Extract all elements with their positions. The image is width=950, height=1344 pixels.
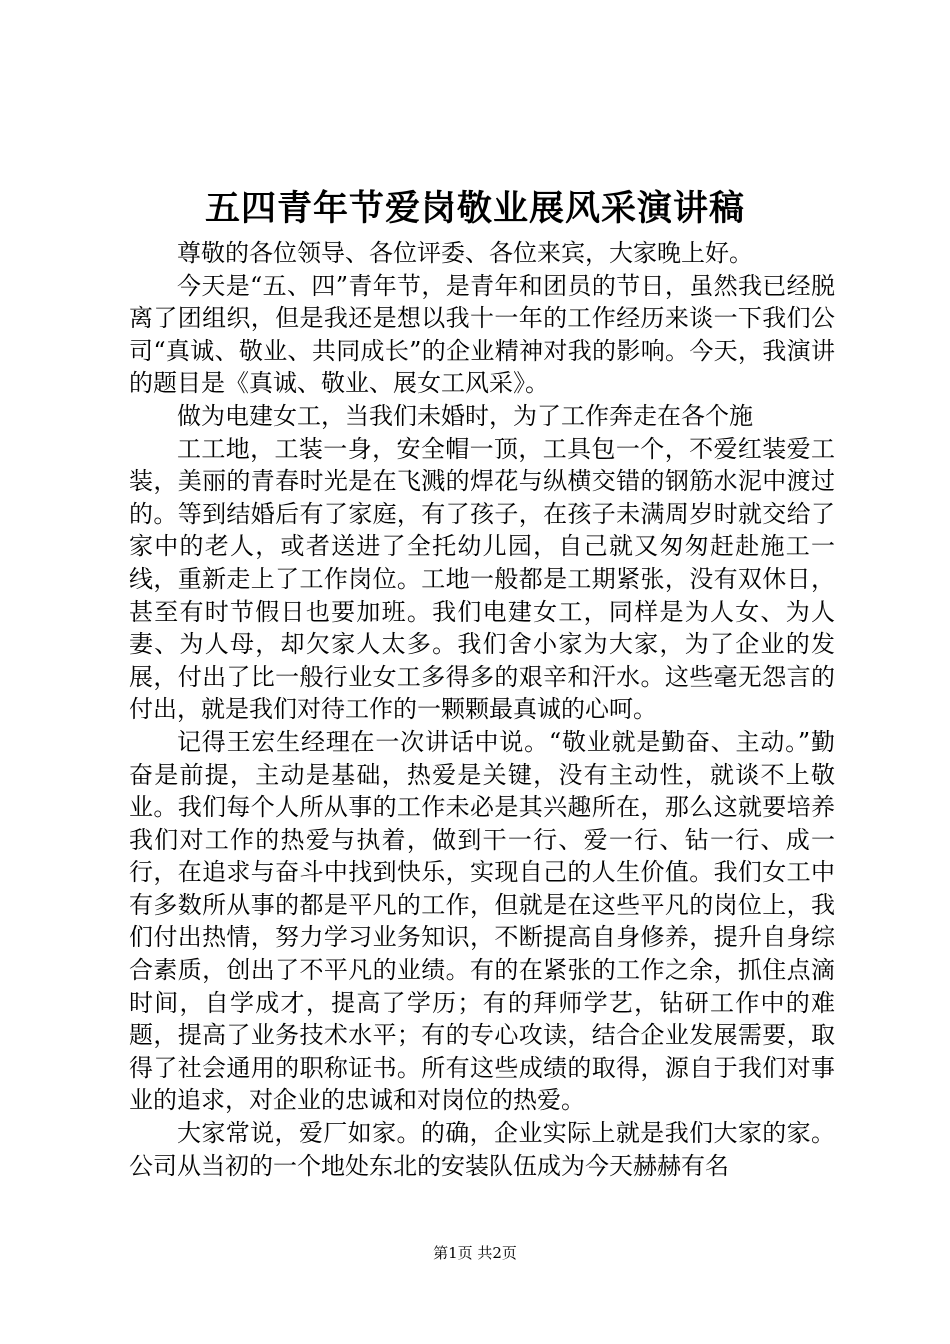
paragraph-dedication: 记得王宏生经理在一次讲话中说。“敬业就是勤奋、主动。”勤奋是前提，主动是基础，热爱是关键，没有主动性，就谈不上敬业。我们每个人所从事的工作未必是其兴趣所在，那么这就要培养我们对工作的热爱与执着，做到干一行、爱一行、钻一行、成一行，在追求与奋斗中找到快乐，实现自己的人生价值。我们女工中有多数所从事的都是平凡的工作，但就是在这些平凡的岗位上，我们付出热情，努力学习业务知识，不断提高自身修养，提升自身综合素质，创出了不平凡的业绩。有的在紧张的工作之余，抓住点滴时间，自学成才，提高了学历；有的拜师学艺，钻研工作中的难题，提高了业务技术水平；有的专心攻读，结合企业发展需要，取得了社会通用的职称证书。所有这些成绩的取得，源自于我们对事业的追求，对企业的忠诚和对岗位的热爱。 [129,727,835,1115]
page-number-footer: 第1页 共2页 [433,1244,517,1262]
paragraph-greeting: 尊敬的各位领导、各位评委、各位来宾，大家晚上好。 [177,239,753,267]
paragraph-site-work: 工工地，工装一身，安全帽一顶，工具包一个，不爱红装爱工装，美丽的青春时光是在飞溅的焊花与纵横交错的钢筋水泥中渡过的。等到结婚后有了家庭，有了孩子，在孩子未满周岁时就交给了家中的老人，或者送进了全托幼儿园，自己就又匆匆赶赴施工一线，重新走上了工作岗位。工地一般都是工期紧张，没有双休日，甚至有时节假日也要加班。我们电建女工，同样是为人女、为人妻、为人母，却欠家人太多。我们舍小家为大家，为了企业的发展，付出了比一般行业女工多得多的艰辛和汗水。这些毫无怨言的付出，就是我们对待工作的一颗颗最真诚的心呵。 [129,434,835,724]
paragraph-company-home: 大家常说，爱厂如家。的确，企业实际上就是我们大家的家。公司从当初的一个地处东北的安装队伍成为今天赫赫有名 [129,1119,835,1180]
paragraph-worker: 做为电建女工，当我们未婚时，为了工作奔走在各个施 [177,401,753,430]
document-title: 五四青年节爱岗敬业展风采演讲稿 [204,188,745,229]
document-body [129,237,835,1182]
paragraph-intro: 今天是“五、四”青年节，是青年和团员的节日，虽然我已经脱离了团组织，但是我还是想以我十一年的工作经历来谈一下我们公司“真诚、敬业、共同成长”的企业精神对我的影响。今天，我演讲的题目是《真诚、敬业、展女工风采》。 [129,271,835,398]
